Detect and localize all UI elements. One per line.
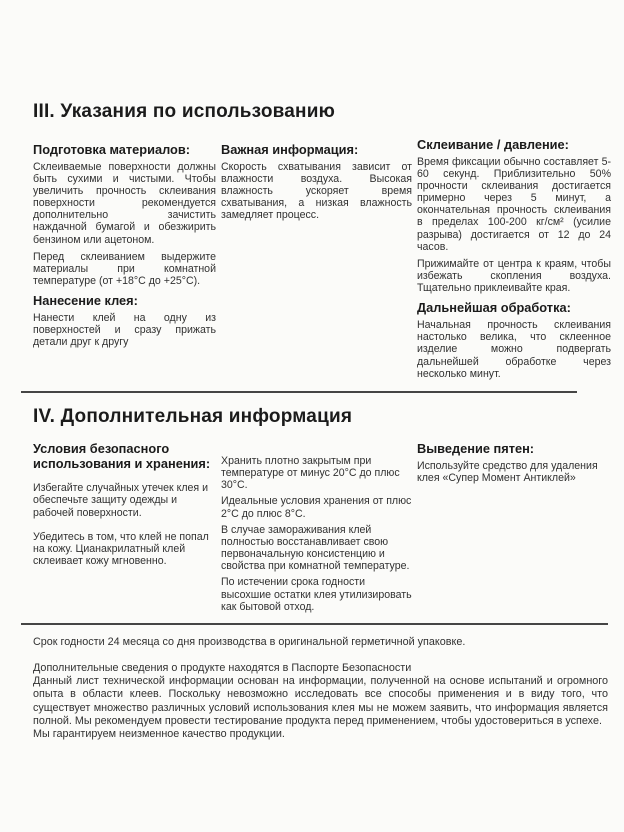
- important-info-paragraph: Скорость схватывания зависит от влажности воздуха. Высокая влажность ускоряет время схватывания, а низкая влажность замедляет процесс.: [221, 160, 412, 222]
- important-info-heading: Важная информация:: [221, 141, 359, 157]
- section-iii-title: III. Указания по использованию: [33, 101, 336, 122]
- column-bonding-pressure: [417, 138, 611, 385]
- shelf-life-note: Срок годности 24 месяца со дня производства в оригинальной герметичной упаковке.: [33, 635, 466, 648]
- storage-conditions-paragraph-2: Идеальные условия хранения от плюс 2°С до плюс 8°С.: [221, 495, 412, 520]
- footer-notes: [33, 636, 608, 741]
- section-divider-1: [21, 391, 577, 393]
- materials-preparation-paragraph-1: Склеиваемые поверхности должны быть сухими и чистыми. Чтобы увеличить прочность склеивания поверхности рекомендуется дополнительно зачистить наждачной бумагой и обезжирить бензином или ацетоном.: [33, 160, 216, 246]
- disclaimer-paragraph: Данный лист технической информации основан на информации, полученной на основе испытаний и огромного опыта в области клеев. Поскольку невозможно исследовать все способы применения и в виду того, что существует множество различных условий использования клея мы не можем заявить, что информация является полной. Мы рекомендуем провести тестирование продукта перед применением, чтобы удостовериться в успехе.: [33, 675, 608, 727]
- bonding-pressure-paragraph-1: Время фиксации обычно составляет 5-60 секунд. Приблизительно 50% прочности склеивания достигается примерно через 5 минут, а окончательная прочность склеивания в пределах 100-200 кг/см² (усилие разрыва) достигается от 12 до 24 часов.: [417, 155, 611, 253]
- quality-guarantee-note: Мы гарантируем неизменное качество продукции.: [33, 727, 285, 740]
- further-processing-paragraph: Начальная прочность склеивания настолько велика, что склеенное изделие можно подвергать дальнейшей обработке через несколько минут.: [417, 319, 611, 380]
- stain-removal-heading: Выведение пятен:: [417, 440, 535, 456]
- safety-storage-paragraph-1: Избегайте случайных утечек клея и обеспечьте защиту одежды и рабочей поверхности.: [33, 482, 208, 519]
- safety-storage-paragraph-2: Убедитесь в том, что клей не попал на кожу. Цианакрилатный клей склеивает кожу мгновенно.: [33, 530, 209, 568]
- materials-preparation-heading: Подготовка материалов:: [33, 141, 190, 157]
- glue-application-paragraph: Нанести клей на одну из поверхностей и сразу прижать детали друг к другу: [33, 311, 216, 349]
- storage-conditions-paragraph-1: Хранить плотно закрытым при температуре от минус 20°С до плюс 30°С.: [221, 454, 400, 492]
- section-iv-columns: [33, 442, 611, 617]
- glue-application-heading: Нанесение клея:: [33, 293, 138, 309]
- section-divider-2: [21, 623, 608, 625]
- column-materials-preparation: [33, 138, 216, 385]
- section-iv-title: IV. Дополнительная информация: [33, 406, 353, 427]
- column-important-info: [221, 138, 412, 385]
- further-processing-heading: Дальнейшая обработка:: [417, 300, 571, 316]
- materials-preparation-paragraph-2: Перед склеиванием выдержите материалы при комнатной температуре (от +18°С до +25°С).: [33, 250, 216, 288]
- bonding-pressure-heading: Склеивание / давление:: [417, 136, 569, 152]
- safety-passport-note: Дополнительные сведения о продукте находятся в Паспорте Безопасности: [33, 662, 412, 675]
- storage-conditions-paragraph-4: По истечении срока годности высохшие остатки клея утилизировать как бытовой отход.: [221, 576, 412, 613]
- bonding-pressure-paragraph-2: Прижимайте от центра к краям, чтобы избежать скопления воздуха. Тщательно приклеивайте края.: [417, 257, 611, 295]
- storage-conditions-paragraph-3: В случае замораживания клей полностью восстанавливает свою первоначальную консистенцию и свойства при комнатной температуре.: [221, 523, 410, 573]
- column-stain-removal: [417, 442, 611, 617]
- column-storage-conditions: [221, 442, 412, 617]
- stain-removal-paragraph: Используйте средство для удаления клея «Супер Момент Антиклей»: [417, 459, 598, 484]
- section-iii-columns: [33, 138, 611, 385]
- safety-storage-heading: Условия безопасного использования и хранения:: [33, 440, 211, 471]
- column-safety-storage: [33, 442, 216, 617]
